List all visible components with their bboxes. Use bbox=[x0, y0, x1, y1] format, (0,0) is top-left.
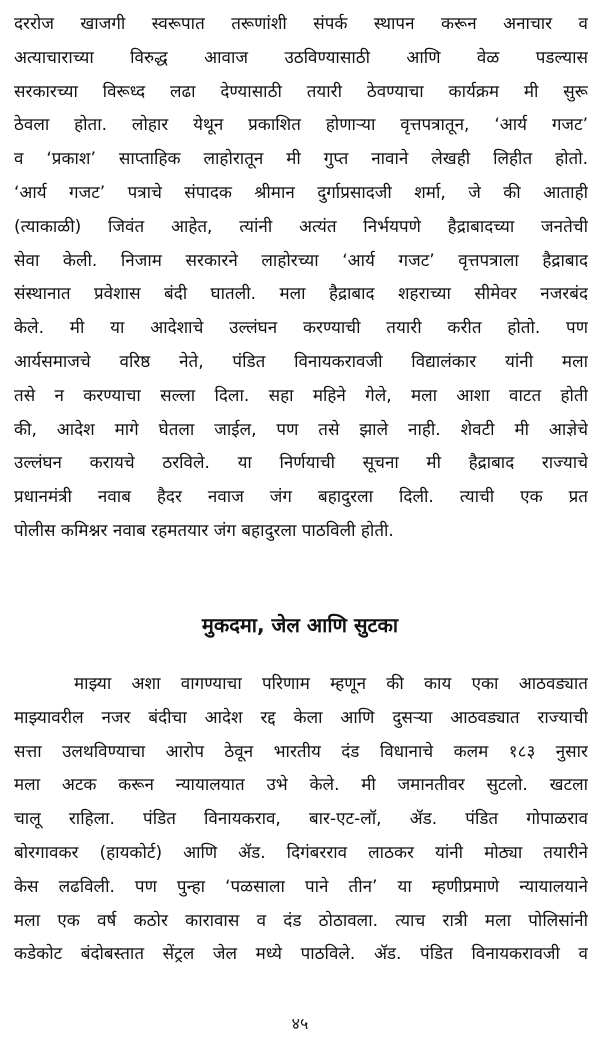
text-line: (त्याकाळी) जिवंत आहेत, त्यांनी अत्यंत निर्भयपणे हैद्राबादच्या जनतेची bbox=[14, 216, 588, 237]
text-line: अत्याचाराच्या विरुद्ध आवाज उठविण्यासाठी आणि वेळ पडल्यास bbox=[14, 47, 588, 68]
text-line: बोरगावकर (हायकोर्ट) आणि ॲड. दिगंबरराव लाठकर यांनी मोठ्या तयारीने bbox=[14, 842, 588, 863]
text-line: प्रधानमंत्री नवाब हैदर नवाज जंग बहादुरला दिली. त्याची एक प्रत bbox=[14, 487, 588, 508]
text-line: सरकारच्या विरूध्द लढा देण्यासाठी तयारी ठेवण्याचा कार्यक्रम मी सुरू bbox=[14, 81, 588, 102]
text-line: चालू राहिला. पंडित विनायकराव, बार-एट-लॉ, ॲड. पंडित गोपाळराव bbox=[14, 809, 588, 830]
text-line: पोलीस कमिश्नर नवाब रहमतयार जंग बहादुरला पाठविली होती. bbox=[14, 520, 394, 541]
text-line: की, आदेश मागे घेतला जाईल, पण तसे झाले नाही. शेवटी मी आज्ञेचे bbox=[14, 419, 588, 440]
text-line: सेवा केली. निजाम सरकारने लाहोरच्या ‘आर्य गजट’ वृत्तपत्राला हैद्राबाद bbox=[14, 250, 588, 271]
text-line: सत्ता उलथविण्याचा आरोप ठेवून भारतीय दंड विधानाचे कलम १८३ नुसार bbox=[14, 741, 588, 762]
page-number: ४५ bbox=[291, 1014, 309, 1033]
text-line: ठेवला होता. लोहार येथून प्रकाशित होणाऱ्या वृत्तपत्रातून, ‘आर्य गजट’ bbox=[14, 115, 588, 136]
text-line: तसे न करण्याचा सल्ला दिला. सहा महिने गेले, मला आशा वाटत होती bbox=[14, 385, 588, 406]
paragraph-2 bbox=[14, 668, 588, 972]
text-line: दररोज खाजगी स्वरूपात तरूणांशी संपर्क स्थापन करून अनाचार व bbox=[14, 14, 588, 34]
text-line: मला एक वर्ष कठोर कारावास व दंड ठोठावला. त्याच रात्री मला पोलिसांनी bbox=[14, 910, 588, 931]
paragraph-1 bbox=[14, 8, 588, 549]
text-line: कडेकोट बंदोबस्तात सेंट्रल जेल मध्ये पाठविले. ॲड. पंडित विनायकरावजी व bbox=[14, 944, 588, 965]
text-line: माझ्यावरील नजर बंदीचा आदेश रद्द केला आणि दुसऱ्या आठवड्यात राज्याची bbox=[14, 707, 588, 728]
section-heading: मुकदमा, जेल आणि सुटका bbox=[201, 613, 399, 637]
text-line: उल्लंघन करायचे ठरविले. या निर्णयाची सूचना मी हैद्राबाद राज्याचे bbox=[14, 453, 588, 474]
text-line: ‘आर्य गजट’ पत्राचे संपादक श्रीमान दुर्गाप्रसादजी शर्मा, जे की आताही bbox=[14, 182, 588, 203]
text-line: मला अटक करून न्यायालयात उभे केले. मी जमानतीवर सुटलो. खटला bbox=[14, 775, 588, 796]
text-line: केले. मी या आदेशाचे उल्लंघन करण्याची तयारी करीत होतो. पण bbox=[14, 318, 588, 339]
text-line: आर्यसमाजचे वरिष्ठ नेते, पंडित विनायकरावजी विद्यालंकार यांनी मला bbox=[14, 351, 588, 372]
text-line: संस्थानात प्रवेशास बंदी घातली. मला हैद्राबाद शहराच्या सीमेवर नजरबंद bbox=[14, 284, 588, 305]
text-line: माझ्या अशा वागण्याचा परिणाम म्हणून की काय एका आठवड्यात bbox=[74, 674, 588, 694]
text-line: व ‘प्रकाश’ साप्ताहिक लाहोरातून मी गुप्त नावाने लेखही लिहीत होतो. bbox=[14, 149, 588, 170]
text-line: केस लढविली. पण पुन्हा ‘पळसाला पाने तीन’ या म्हणीप्रमाणे न्यायालयाने bbox=[14, 876, 588, 897]
